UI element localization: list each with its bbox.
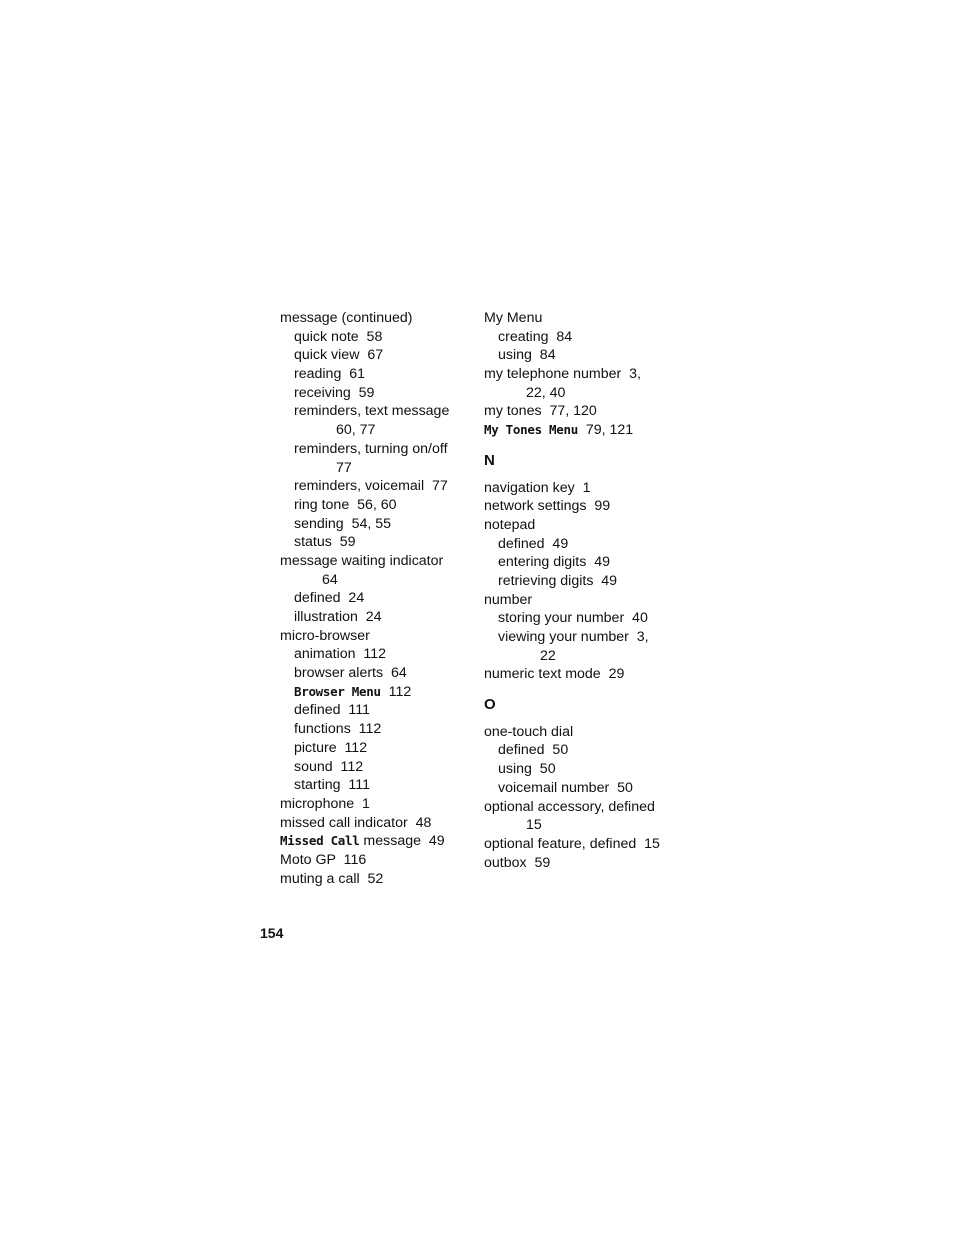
index-entry (484, 421, 674, 440)
index-entry: message waiting indicator (280, 552, 444, 569)
page-number: 154 (260, 925, 284, 941)
index-entry: my tones 77, 120 (484, 403, 597, 420)
index-entry-continuation: 15 (526, 817, 542, 834)
index-subentry: voicemail number 50 (498, 779, 633, 796)
index-subentry: reminders, turning on/off (294, 440, 448, 457)
index-subentry: reading 61 (294, 366, 365, 383)
index-entry-text: 112 (380, 683, 412, 700)
index-entry: navigation key 1 (484, 479, 591, 496)
index-entry-continuation: 22 (540, 647, 556, 664)
index-entry-continuation: 60, 77 (336, 422, 376, 439)
index-subentry: receiving 59 (294, 384, 375, 401)
index-subentry: defined 24 (294, 590, 365, 607)
index-subentry: sound 112 (294, 758, 364, 775)
index-entry-continuation: 77 (336, 459, 352, 476)
index-subentry: defined 50 (498, 742, 569, 759)
index-subentry: using 84 (498, 347, 556, 364)
index-subentry: quick note 58 (294, 328, 383, 345)
menu-term: Missed Call (280, 833, 360, 849)
index-entry: microphone 1 (280, 795, 370, 812)
menu-term: Browser Menu (294, 683, 381, 699)
index-subentry: storing your number 40 (498, 610, 648, 627)
index-entry: network settings 99 (484, 498, 611, 515)
index-subentry: picture 112 (294, 739, 368, 756)
index-entry-text: 79, 121 (577, 422, 634, 439)
index-entry (280, 832, 470, 851)
index-column-left (280, 309, 470, 888)
index-entry: notepad (484, 516, 536, 533)
index-entry: numeric text mode 29 (484, 666, 625, 683)
index-entry: muting a call 52 (280, 870, 384, 887)
index-subentry: browser alerts 64 (294, 665, 407, 682)
index-section-heading: O (484, 696, 496, 714)
index-subentry: quick view 67 (294, 347, 384, 364)
index-entry: Moto GP 116 (280, 851, 367, 868)
index-entry: missed call indicator 48 (280, 814, 432, 831)
index-subentry: reminders, voicemail 77 (294, 478, 448, 495)
index-subentry: animation 112 (294, 646, 387, 663)
index-entry: number (484, 591, 533, 608)
index-subentry: using 50 (498, 761, 556, 778)
index-subentry: starting 111 (294, 777, 370, 794)
index-subentry: defined 111 (294, 702, 370, 719)
index-entry: message (continued) (280, 310, 413, 326)
index-entry: optional feature, defined 15 (484, 835, 660, 852)
index-subentry: defined 49 (498, 535, 569, 552)
index-entry: optional accessory, defined (484, 798, 655, 815)
index-entry: one-touch dial (484, 723, 574, 740)
index-entry: my telephone number 3, (484, 366, 641, 383)
index-entry: micro-browser (280, 627, 370, 644)
index-entry-continuation: 22, 40 (526, 384, 566, 401)
index-subentry: retrieving digits 49 (498, 572, 618, 589)
index-subentry: functions 112 (294, 721, 382, 738)
index-subentry: viewing your number 3, (498, 629, 649, 645)
index-entry-continuation: 64 (322, 571, 338, 588)
index-subentry: ring tone 56, 60 (294, 496, 397, 513)
index-column-right (484, 309, 674, 872)
index-subentry (280, 683, 470, 702)
index-entry-text: message 49 (359, 833, 445, 850)
index-subentry: creating 84 (498, 328, 573, 345)
index-entry: My Menu (484, 310, 543, 326)
index-subentry: entering digits 49 (498, 554, 610, 571)
index-subentry: status 59 (294, 534, 356, 551)
index-entry: outbox 59 (484, 854, 551, 871)
index-section-heading: N (484, 451, 495, 469)
index-subentry: sending 54, 55 (294, 515, 392, 532)
index-subentry: reminders, text message (294, 403, 450, 420)
menu-term: My Tones Menu (484, 422, 578, 438)
index-subentry: illustration 24 (294, 609, 382, 625)
